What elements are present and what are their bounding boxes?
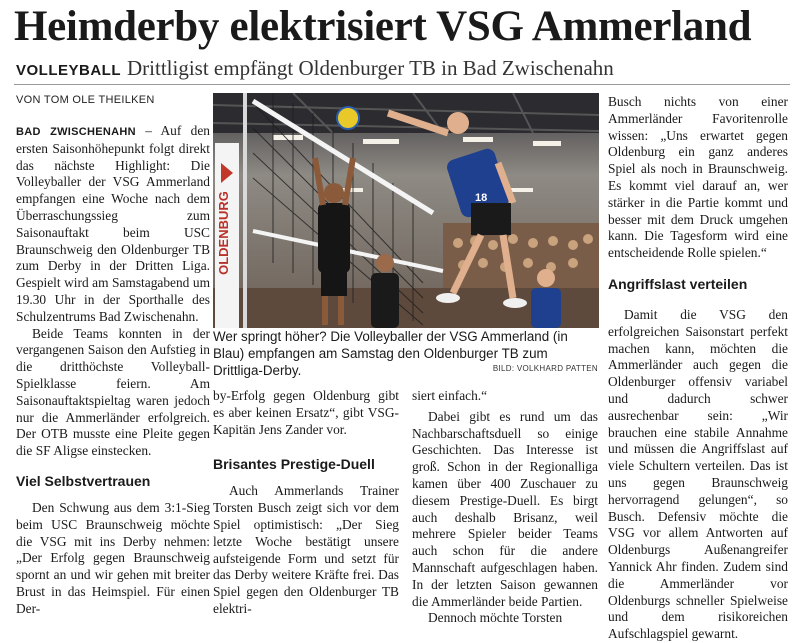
column-2 [213, 388, 399, 618]
paragraph: Busch nichts von einer Ammerländer Favoritenrolle wissen: „Uns erwartet gegen Oldenburg ein ganz anderes Spiel als noch in Braunschweig. Es kommt viel darauf an, wer stärker in die Partie kommt und besser mit dem Druck umgehen kann. Die Tagesform wird eine entscheidende Rolle spielen.“ [608, 94, 788, 261]
section-heading: Angriffslast verteilen [608, 275, 748, 292]
section-heading: Viel Selbstvertrauen [16, 472, 151, 489]
photo-caption: Wer springt höher? Die Volleyballer der VSG Ammerland (in Blau) empfangen am Samstag den Oldenburger TB zum Drittliga-Derby. [213, 329, 568, 378]
kicker: VOLLEYBALL [16, 62, 121, 79]
paragraph: Den Schwung aus dem 3:1-Sieg beim USC Braunschweig möchte die VSG mit ins Derby nehmen: „Der Erfolg gegen Braunschweig spornt an und wir gehen mit breiter Brust in das Heimspiel. Für einen Der- [16, 499, 210, 616]
paragraph: Auch Ammerlands Trainer Torsten Busch zeigt sich vor dem Spiel optimistisch: „Der Sieg letzte Woche bestätigt unsere aufsteigende Form und setzt für das Derby weitere Kräfte frei. Das Spiel gegen den Oldenburger TB elektri- [213, 483, 399, 616]
photo-credit: BILD: VOLKHARD PATTEN [492, 364, 598, 373]
player-number: 18 [475, 192, 488, 204]
headline: Heimderby elektrisiert VSG Ammerland [14, 3, 752, 50]
dateline: BAD ZWISCHENAHN [16, 126, 136, 138]
lead-paragraph [16, 123, 210, 326]
lead-text: – Auf den ersten Saisonhöhepunkt folgt direkt das nächste Highlight: Die Volleyballer der VSG Ammerland empfangen eine Woche nach dem Überraschungssieg zum Saisonauftakt beim USC Braunschweig den Oldenburger TB zum Derby in der Dritten Liga. Gespielt wird am Samstagabend um 19.30 Uhr in der Sporthalle des Schulzentrums Bad Zwischenahn. [16, 123, 210, 324]
column-3 [412, 388, 598, 627]
byline: VON TOM OLE THEILKEN [16, 94, 155, 106]
column-1 [16, 123, 210, 618]
paragraph: Beide Teams konnten in der vergangenen Saison den Aufstieg in die dritthöchste Volleyball-Spielklasse feiern. Am Saisonauftaktspieltag waren jedoch nur die Ammerländer erfolgreich. Der OTB musste eine Pleite gegen die SF Aligse einstecken. [16, 325, 210, 459]
header-rule [14, 84, 790, 85]
subheadline-row [16, 56, 796, 83]
column-4 [608, 94, 788, 643]
paragraph: Damit die VSG den erfolgreichen Saisonstart perfekt machen kann, möchten die Ammerländer auch gegen die Oldenburger offensiv variabel und dadurch schwer ausrechenbar sein: „Wir brauchen eine stabile Annahme und müssen die Angriffslast auf viele Schultern verteilen. Das ist uns gegen Braunschweig hervorragend gelungen“, so Busch. Defensiv möchte die VSG vor allem Antworten auf Oldenburgs Außenangreifer Yannick Ahr finden. Zudem sind die Ammerländer vor Oldenburgs schneller Spielweise und dem risikoreichen Aufschlagspiel gewarnt. [608, 306, 788, 642]
paragraph: siert einfach.“ [412, 388, 488, 403]
banner-text: OLDENBURG [216, 191, 231, 275]
subheadline: Drittligist empfängt Oldenburger TB in Bad Zwischenahn [127, 56, 614, 80]
article-photo [213, 93, 599, 328]
paragraph: Dennoch möchte Torsten [428, 610, 563, 626]
paragraph: Dabei gibt es rund um das Nachbarschaftsduell so einige Geschichten. Das Interesse ist groß. Schon in der Regionalliga kamen über 400 Zuschauer zu diesem Prestige-Duell. Es birgt auch deshalb Brisanz, weil mehrere Spieler beider Teams auch schon für die andere Mannschaft aufgeschlagen haben. In der letzten Saison gewannen die Ammerländer beide Partien. [412, 408, 598, 609]
paragraph: by-Erfolg gegen Oldenburg gibt es aber keinen Ersatz“, gibt VSG-Kapitän Jens Zander vor. [213, 388, 399, 437]
volleyball-photo [213, 93, 599, 328]
section-heading: Brisantes Prestige-Duell [213, 456, 375, 473]
